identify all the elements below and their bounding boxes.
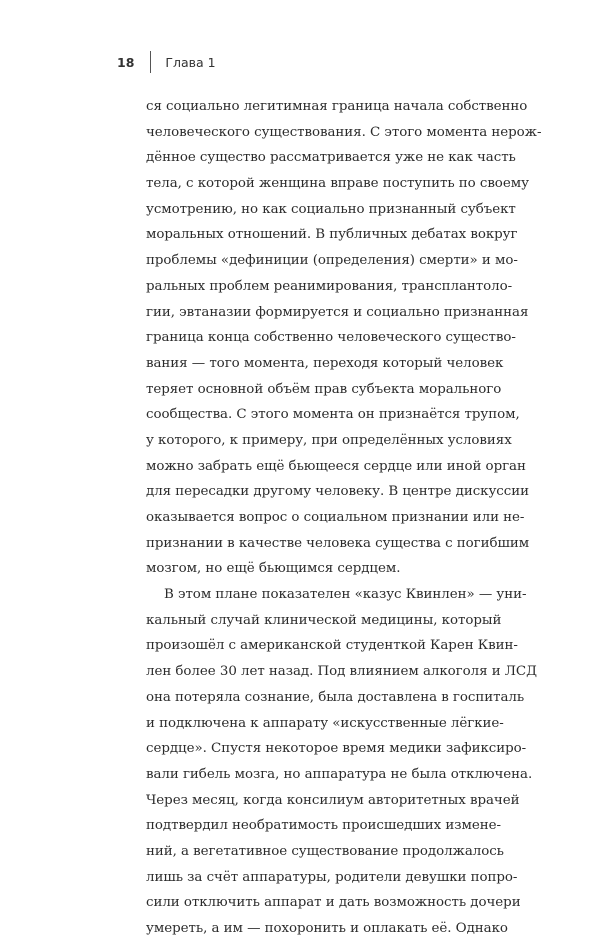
text-line: ний, а вегетативное существование продолжалось (146, 843, 504, 859)
text-line: кальный случай клинической медицины, который (146, 612, 502, 628)
body-text (146, 94, 542, 942)
text-line: ся социально легитимная граница начала собственно (146, 99, 528, 114)
text-line: лишь за счёт аппаратуры, родители девушки попро- (146, 869, 518, 885)
header-divider (150, 51, 151, 73)
text-line: сообщества. С этого момента он признаётся трупом, (146, 407, 520, 423)
text-line: у которого, к примеру, при определённых условиях (146, 432, 512, 448)
text-line: усмотрению, но как социально признанный субъект (146, 201, 516, 217)
text-line: вания — того момента, переходя который человек (146, 355, 504, 371)
text-line: В этом плане показателен «казус Квинлен» — уни- (164, 587, 527, 603)
text-line: моральных отношений. В публичных дебатах вокруг (146, 227, 518, 243)
text-line: ральных проблем реанимирования, трансплантоло- (146, 278, 513, 294)
text-line: произошёл с американской студенткой Карен Квин- (146, 638, 518, 654)
text-line: вали гибель мозга, но аппаратура не была отключена. (146, 766, 533, 782)
text-line: она потеряла сознание, была доставлена в госпиталь (146, 689, 525, 705)
text-line: мозгом, но ещё бьющимся сердцем. (146, 561, 401, 577)
text-line: признании в качестве человека существа с погибшим (146, 535, 530, 551)
text-line: лен более 30 лет назад. Под влиянием алкоголя и ЛСД (146, 664, 537, 680)
text-line: дённое существо рассматривается уже не как часть (146, 150, 516, 166)
text-line: и подключена к аппарату «искусственные лёгкие- (146, 715, 504, 731)
text-line: сердце». Спустя некоторое время медики зафиксиро- (146, 741, 527, 757)
text-line: сили отключить аппарат и дать возможность дочери (146, 895, 521, 911)
text-line: можно забрать ещё бьющееся сердце или иной орган (146, 458, 526, 474)
text-line: тела, с которой женщина вправе поступить по своему (146, 176, 529, 192)
text-line: подтвердил необратимость происшедших измене- (146, 818, 501, 834)
page-number: 18 (117, 54, 135, 70)
text-line: оказывается вопрос о социальном признании или не- (146, 510, 525, 525)
text-line: Через месяц, когда консилиум авторитетных врачей (146, 792, 520, 808)
running-header (117, 50, 216, 74)
text-line: для пересадки другому человеку. В центре дискуссии (146, 484, 529, 500)
text-line: проблемы «дефиниции (определения) смерти» и мо- (146, 253, 518, 269)
chapter-title: Глава 1 (165, 54, 216, 70)
text-line: граница конца собственно человеческого существо- (146, 330, 516, 346)
text-line: человеческого существования. С этого момента нерож- (146, 124, 542, 140)
text-line: теряет основной объём прав субъекта морального (146, 381, 502, 397)
text-line: умереть, а им — похоронить и оплакать её. Однако (146, 921, 508, 936)
text-line: гии, эвтаназии формируется и социально признанная (146, 304, 529, 320)
